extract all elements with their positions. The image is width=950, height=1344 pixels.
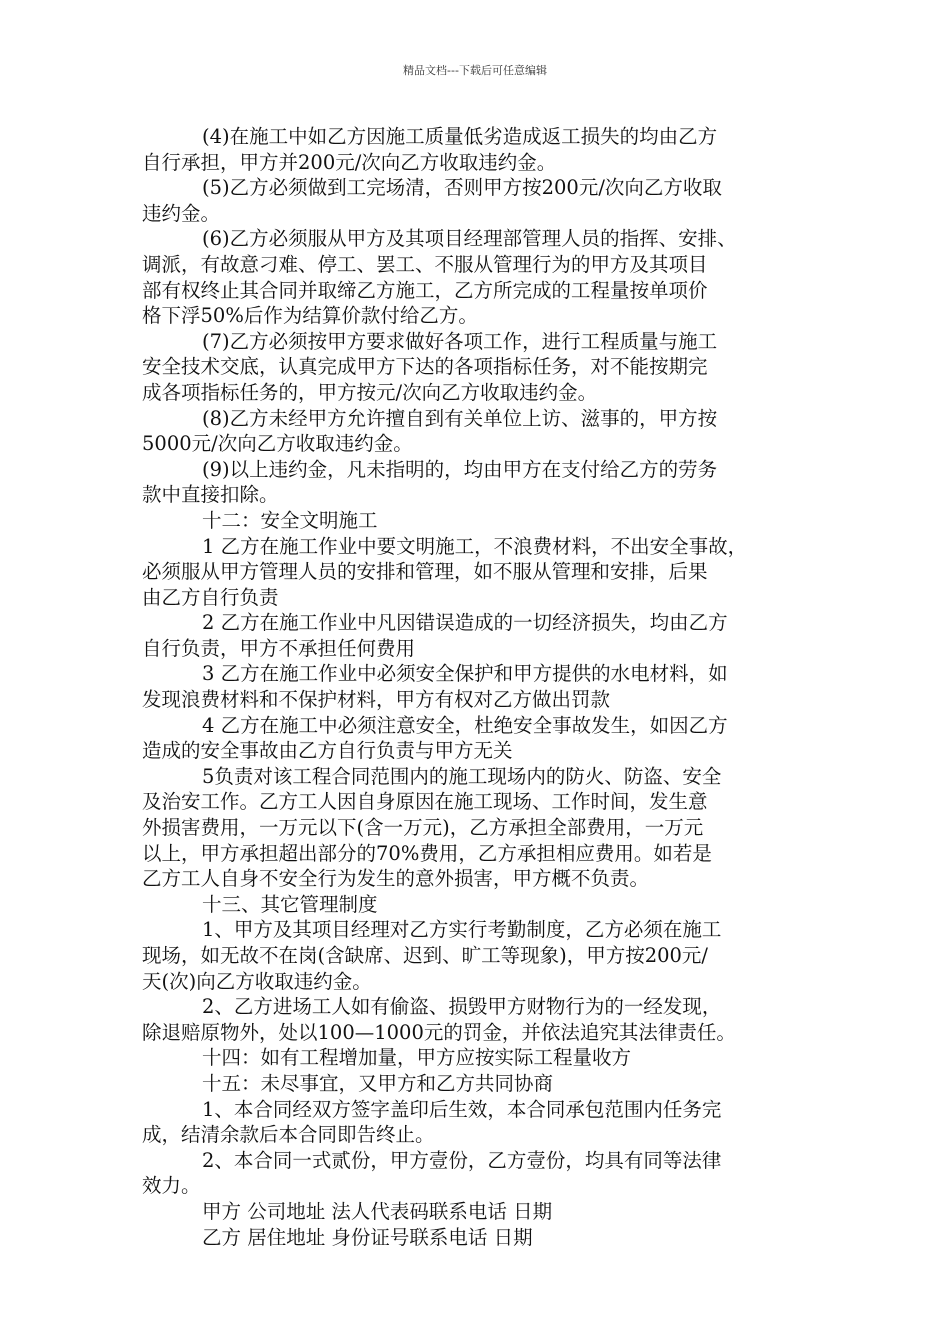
text-line: 款中直接扣除。 [142,483,279,507]
text-line: 2、乙方进场工人如有偷盗、损毁甲方财物行为的一经发现， [202,995,722,1019]
text-line: 必须服从甲方管理人员的安排和管理，如不服从管理和安排，后果 [142,560,708,584]
text-line: 及治安工作。乙方工人因自身原因在施工现场、工作时间，发生意 [142,790,708,814]
text-line: 乙方 居住地址 身份证号联系电话 日期 [202,1225,533,1249]
text-line: 4 乙方在施工中必须注意安全，杜绝安全事故发生，如因乙方 [202,713,728,737]
text-line: 天(次)向乙方收取违约金。 [142,969,372,993]
document-body [142,124,822,1250]
text-line: 自行负责，甲方不承担任何费用 [142,636,416,660]
text-line: 由乙方自行负责 [142,585,279,609]
text-line: 造成的安全事故由乙方自行负责与甲方无关 [142,739,513,763]
text-line: 效力。 [142,1174,201,1198]
text-line: 成各项指标任务的，甲方按元/次向乙方收取违约金。 [142,380,598,404]
text-line: 发现浪费材料和不保护材料，甲方有权对乙方做出罚款 [142,688,611,712]
text-line: (6)乙方必须服从甲方及其项目经理部管理人员的指挥、安排、 [202,227,737,251]
text-line: 成，结清余款后本合同即告终止。 [142,1123,435,1147]
text-line: 5000元/次向乙方收取违约金。 [142,432,413,456]
text-line: 1、甲方及其项目经理对乙方实行考勤制度，乙方必须在施工 [202,918,722,942]
text-line: (9)以上违约金，凡未指明的，均由甲方在支付给乙方的劳务 [202,457,718,481]
text-line: 5负责对该工程合同范围内的施工现场内的防火、防盗、安全 [202,764,722,788]
text-line: 3 乙方在施工作业中必须安全保护和甲方提供的水电材料，如 [202,662,728,686]
text-line: 部有权终止其合同并取缔乙方施工，乙方所完成的工程量按单项价 [142,278,708,302]
text-line: (8)乙方未经甲方允许擅自到有关单位上访、滋事的，甲方按 [202,406,718,430]
text-line: 安全技术交底，认真完成甲方下达的各项指标任务，对不能按期完 [142,355,708,379]
text-line: 以上，甲方承担超出部分的70%费用，乙方承担相应费用。如若是 [142,841,712,865]
text-line: 十四：如有工程增加量，甲方应按实际工程量收方 [202,1046,632,1070]
text-line: 甲方 公司地址 法人代表码联系电话 日期 [202,1199,553,1223]
text-line: 格下浮50%后作为结算价款付给乙方。 [142,304,478,328]
text-line: 调派，有故意刁难、停工、罢工、不服从管理行为的甲方及其项目 [142,252,708,276]
text-line: (4)在施工中如乙方因施工质量低劣造成返工损失的均由乙方 [202,125,718,148]
text-line: 违约金。 [142,201,221,225]
text-line: (7)乙方必须按甲方要求做好各项工作，进行工程质量与施工 [202,329,718,353]
text-line: (5)乙方必须做到工完场清，否则甲方按200元/次向乙方收取 [202,176,722,200]
text-line: 现场，如无故不在岗(含缺席、迟到、旷工等现象)，甲方按200元/ [142,944,709,967]
text-line: 十三、其它管理制度 [202,892,378,916]
text-line: 2、本合同一式贰份，甲方壹份，乙方壹份，均具有同等法律 [202,1148,722,1172]
text-line: 十二：安全文明施工 [202,508,378,532]
text-line: 1、本合同经双方签字盖印后生效，本合同承包范围内任务完 [202,1097,722,1121]
text-line: 外损害费用，一万元以下(含一万元)，乙方承担全部费用，一万元 [142,816,704,840]
text-line: 2 乙方在施工作业中凡因错误造成的一切经济损失，均由乙方 [202,611,728,635]
text-line: 除退赔原物外，处以100—1000元的罚金，并依法追究其法律责任。 [142,1020,736,1044]
text-line: 乙方工人自身不安全行为发生的意外损害，甲方概不负责。 [142,867,650,891]
page-header: 精品文档---下载后可任意编辑 [403,64,547,77]
text-line: 自行承担，甲方并200元/次向乙方收取违约金。 [142,150,557,174]
text-line: 1 乙方在施工作业中要文明施工，不浪费材料，不出安全事故， [202,534,748,558]
text-line: 十五：未尽事宜，又甲方和乙方共同协商 [202,1071,554,1095]
